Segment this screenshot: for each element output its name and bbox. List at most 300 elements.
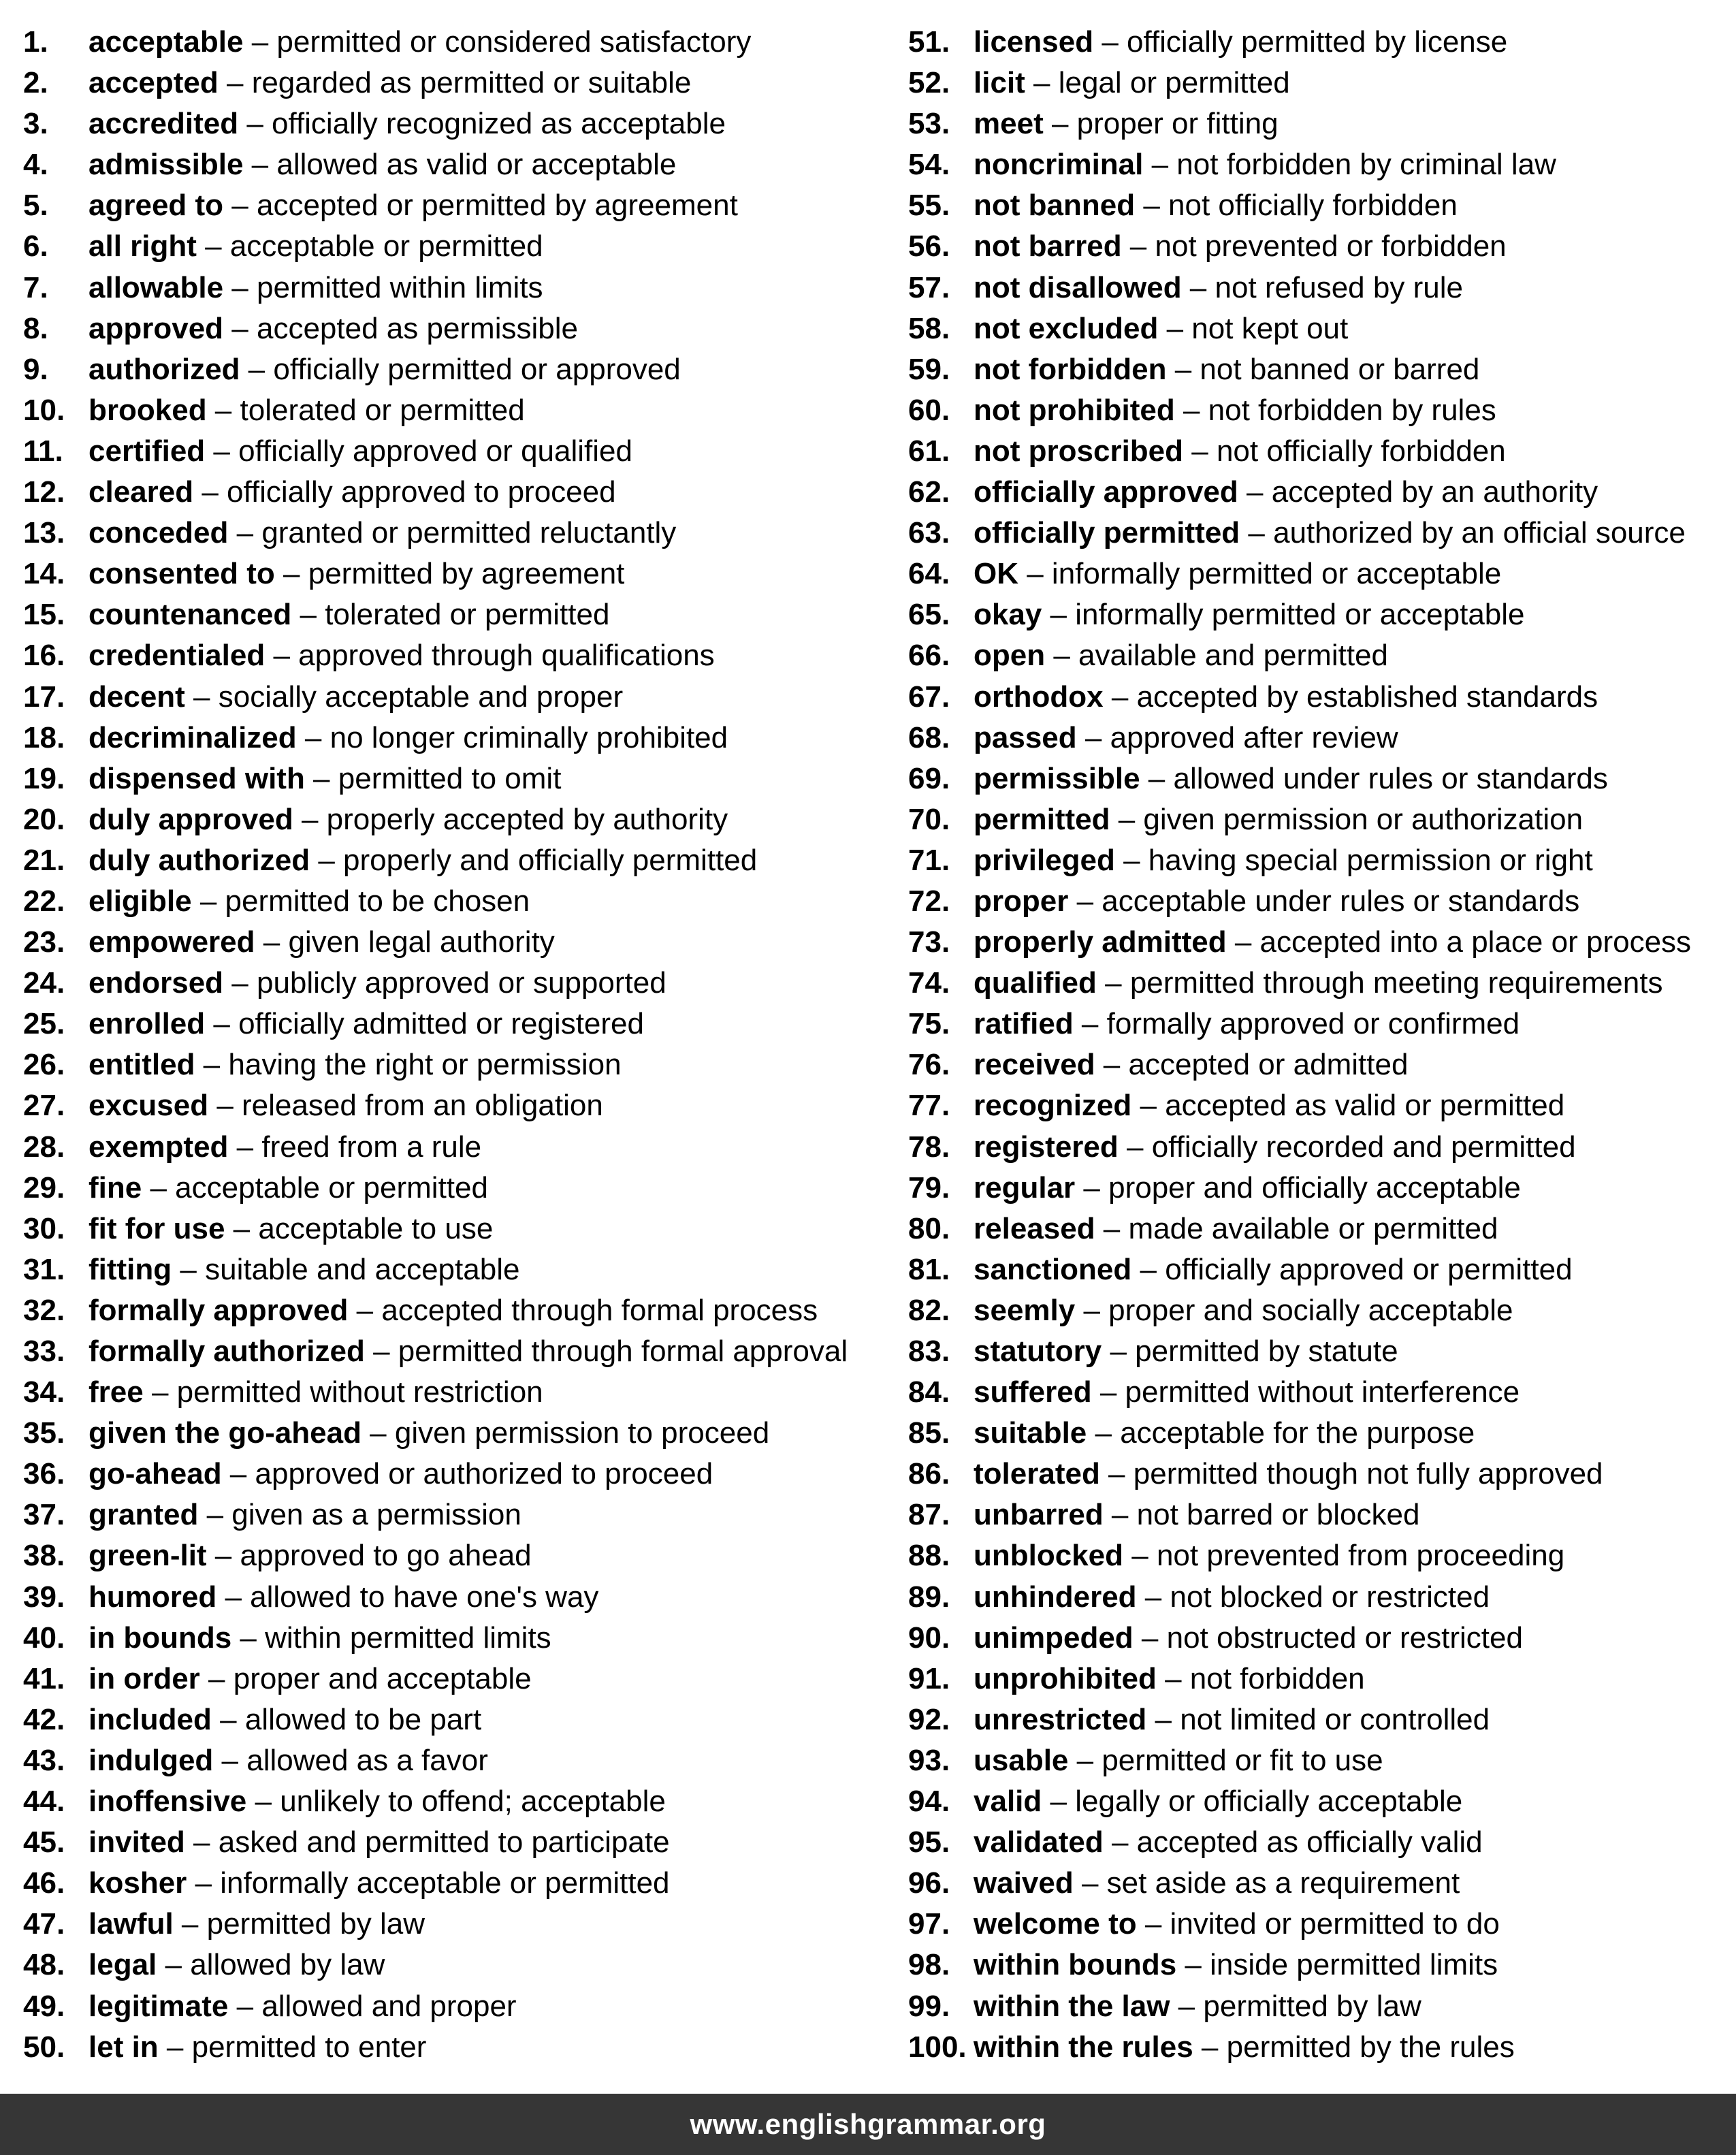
item-definition: officially permitted by license — [1127, 25, 1508, 59]
list-item — [23, 718, 848, 759]
item-number: 25. — [23, 1007, 65, 1041]
item-definition: permitted through meeting requirements — [1129, 966, 1663, 1000]
item-separator: – — [1103, 1498, 1137, 1532]
item-term: not banned — [974, 189, 1136, 223]
item-definition: made available or permitted — [1128, 1211, 1498, 1245]
item-number: 80. — [908, 1211, 950, 1245]
item-term: brooked — [89, 393, 207, 427]
item-separator: – — [1133, 1621, 1167, 1655]
item-number: 100. — [908, 2030, 967, 2064]
item-separator: – — [228, 1989, 262, 2023]
item-number: 60. — [908, 393, 950, 427]
item-separator: – — [225, 1211, 259, 1245]
item-separator: – — [243, 25, 277, 59]
item-separator: – — [310, 843, 344, 877]
item-term: duly approved — [89, 802, 293, 836]
list-item — [23, 308, 848, 349]
item-definition: properly accepted by authority — [326, 802, 728, 836]
item-number: 87. — [908, 1498, 950, 1532]
item-separator: – — [1103, 680, 1137, 714]
item-definition: not officially forbidden — [1216, 434, 1506, 468]
item-number: 1. — [23, 25, 48, 59]
list-item — [23, 1535, 848, 1576]
item-definition: given as a permission — [231, 1498, 521, 1532]
item-separator: – — [199, 1661, 234, 1695]
item-separator: – — [1146, 1702, 1180, 1736]
item-separator: – — [216, 1580, 251, 1614]
list-item — [908, 1331, 1691, 1372]
item-definition: officially permitted or approved — [273, 352, 681, 386]
item-number: 41. — [23, 1661, 65, 1695]
list-item — [908, 308, 1691, 349]
item-number: 78. — [908, 1130, 950, 1164]
item-number: 29. — [23, 1170, 65, 1204]
list-item — [908, 922, 1691, 963]
item-definition: available and permitted — [1078, 639, 1388, 673]
item-term: unhindered — [974, 1580, 1137, 1614]
item-definition: allowed under rules or standards — [1173, 761, 1608, 795]
list-item — [23, 472, 848, 513]
item-separator: – — [223, 311, 257, 345]
list-item — [908, 554, 1691, 594]
word-column-right — [908, 22, 1691, 2068]
list-item — [23, 1618, 848, 1659]
item-separator: – — [1136, 1907, 1170, 1941]
item-separator: – — [206, 1539, 240, 1573]
list-item — [23, 1822, 848, 1863]
item-number: 39. — [23, 1580, 65, 1614]
item-separator: – — [221, 1457, 255, 1491]
item-term: eligible — [89, 884, 192, 918]
item-definition: officially recognized as acceptable — [272, 107, 726, 141]
item-separator: – — [1075, 1170, 1109, 1204]
item-term: usable — [974, 1743, 1069, 1777]
list-item — [23, 390, 848, 431]
list-item — [23, 1863, 848, 1904]
item-separator: – — [1140, 761, 1174, 795]
item-definition: acceptable or permitted — [229, 229, 543, 264]
item-definition: accepted or admitted — [1128, 1048, 1409, 1082]
list-item — [908, 144, 1691, 185]
item-number: 32. — [23, 1293, 65, 1327]
item-separator: – — [348, 1293, 382, 1327]
item-number: 16. — [23, 639, 65, 673]
item-number: 31. — [23, 1252, 65, 1286]
item-term: fine — [89, 1170, 142, 1204]
item-definition: officially approved or permitted — [1165, 1252, 1573, 1286]
item-term: welcome to — [974, 1907, 1137, 1941]
item-definition: accepted as officially valid — [1136, 1825, 1483, 1859]
list-item — [23, 1085, 848, 1126]
item-term: humored — [89, 1580, 217, 1614]
item-term: within bounds — [974, 1948, 1177, 1982]
list-item — [908, 1577, 1691, 1618]
item-term: properly admitted — [974, 925, 1227, 959]
item-term: received — [974, 1048, 1095, 1082]
item-definition: permitted by agreement — [308, 557, 625, 591]
item-separator: – — [1240, 516, 1274, 550]
item-number: 50. — [23, 2030, 65, 2064]
item-separator: – — [1099, 1457, 1134, 1491]
list-item — [23, 103, 848, 144]
item-term: unblocked — [974, 1539, 1124, 1573]
list-item — [908, 718, 1691, 759]
item-number: 71. — [908, 843, 950, 877]
item-definition: acceptable under rules or standards — [1102, 884, 1580, 918]
item-number: 4. — [23, 148, 48, 182]
item-term: not prohibited — [974, 393, 1175, 427]
item-term: accepted — [89, 66, 219, 100]
item-number: 47. — [23, 1907, 65, 1941]
item-definition: given permission or authorization — [1143, 802, 1584, 836]
item-term: countenanced — [89, 598, 292, 632]
item-term: invited — [89, 1825, 185, 1859]
item-separator: – — [1068, 884, 1102, 918]
item-term: included — [89, 1702, 212, 1736]
item-separator: – — [1103, 1825, 1137, 1859]
item-separator: – — [158, 2030, 192, 2064]
list-item — [23, 1454, 848, 1495]
item-definition: tolerated or permitted — [240, 393, 525, 427]
item-number: 98. — [908, 1948, 950, 1982]
item-number: 36. — [23, 1457, 65, 1491]
item-definition: given permission to proceed — [394, 1416, 770, 1450]
item-term: not excluded — [974, 311, 1159, 345]
item-number: 93. — [908, 1743, 950, 1777]
item-separator: – — [364, 1335, 398, 1368]
list-item — [23, 513, 848, 554]
list-item — [23, 635, 848, 676]
item-definition: proper and acceptable — [233, 1661, 532, 1695]
item-separator: – — [1123, 1539, 1157, 1573]
word-column-left — [23, 22, 848, 2068]
item-term: accredited — [89, 107, 239, 141]
item-separator: – — [1091, 1375, 1125, 1409]
item-definition: permitted without restriction — [176, 1375, 543, 1409]
item-number: 99. — [908, 1989, 950, 2023]
item-term: seemly — [974, 1293, 1076, 1327]
item-definition: accepted by established standards — [1136, 680, 1598, 714]
item-number: 61. — [908, 434, 950, 468]
list-item — [908, 1290, 1691, 1331]
item-number: 59. — [908, 352, 950, 386]
item-definition: not barred or blocked — [1136, 1498, 1420, 1532]
list-item — [23, 1740, 848, 1781]
item-definition: permitted though not fully approved — [1133, 1457, 1603, 1491]
footer-bar — [0, 2094, 1736, 2155]
item-separator: – — [1075, 1293, 1109, 1327]
item-separator: – — [218, 66, 252, 100]
list-item — [908, 1454, 1691, 1495]
item-term: inoffensive — [89, 1785, 247, 1819]
item-number: 17. — [23, 680, 65, 714]
list-item — [908, 1209, 1691, 1249]
item-number: 62. — [908, 475, 950, 509]
item-separator: – — [296, 720, 330, 754]
item-definition: approved to go ahead — [240, 1539, 532, 1573]
item-number: 34. — [23, 1375, 65, 1409]
item-term: green-lit — [89, 1539, 207, 1573]
item-separator: – — [1174, 393, 1208, 427]
item-number: 75. — [908, 1007, 950, 1041]
list-item — [908, 1945, 1691, 1985]
item-definition: accepted or permitted by agreement — [256, 189, 738, 223]
word-list — [0, 22, 1736, 2064]
item-separator: – — [1131, 1089, 1166, 1123]
item-number: 38. — [23, 1539, 65, 1573]
item-separator: – — [205, 434, 239, 468]
item-definition: approved or authorized to proceed — [255, 1457, 713, 1491]
item-definition: allowed by law — [190, 1948, 385, 1982]
item-definition: not prevented from proceeding — [1156, 1539, 1565, 1573]
item-term: dispensed with — [89, 761, 305, 795]
item-term: acceptable — [89, 25, 244, 59]
item-separator: – — [246, 1785, 280, 1819]
item-separator: – — [1143, 148, 1177, 182]
item-term: go-ahead — [89, 1457, 222, 1491]
item-separator: – — [193, 475, 227, 509]
item-term: legal — [89, 1948, 157, 1982]
list-item — [23, 1372, 848, 1413]
item-separator: – — [223, 189, 257, 223]
item-definition: permitted to enter — [191, 2030, 427, 2064]
item-term: open — [974, 639, 1046, 673]
item-separator: – — [1042, 1785, 1076, 1819]
item-number: 97. — [908, 1907, 950, 1941]
item-separator: – — [228, 516, 262, 550]
list-item — [23, 677, 848, 718]
item-separator: – — [1226, 925, 1260, 959]
item-definition: no longer criminally prohibited — [329, 720, 728, 754]
item-number: 24. — [23, 966, 65, 1000]
item-separator: – — [184, 1825, 219, 1859]
item-separator: – — [206, 393, 240, 427]
item-term: licit — [974, 66, 1025, 100]
item-separator: – — [1093, 25, 1127, 59]
item-term: passed — [974, 720, 1077, 754]
list-item — [908, 103, 1691, 144]
list-item — [908, 1863, 1691, 1904]
list-item — [908, 22, 1691, 63]
list-item — [908, 1781, 1691, 1822]
item-term: licensed — [974, 25, 1094, 59]
item-separator: – — [265, 639, 299, 673]
item-definition: not forbidden by rules — [1208, 393, 1496, 427]
item-number: 44. — [23, 1785, 65, 1819]
item-definition: not limited or controlled — [1180, 1702, 1490, 1736]
item-term: decriminalized — [89, 720, 297, 754]
item-number: 40. — [23, 1621, 65, 1655]
item-definition: permitted or fit to use — [1102, 1743, 1383, 1777]
item-term: okay — [974, 598, 1042, 632]
list-item — [23, 1781, 848, 1822]
item-term: qualified — [974, 966, 1097, 1000]
item-definition: permitted to omit — [338, 761, 562, 795]
item-separator: – — [304, 761, 338, 795]
item-number: 21. — [23, 843, 65, 877]
item-definition: socially acceptable and proper — [218, 680, 624, 714]
item-number: 49. — [23, 1989, 65, 2023]
item-term: officially approved — [974, 475, 1238, 509]
item-term: validated — [974, 1825, 1104, 1859]
item-separator: – — [172, 1252, 206, 1286]
item-separator: – — [208, 1089, 242, 1123]
list-item — [908, 1699, 1691, 1740]
item-number: 57. — [908, 270, 950, 304]
item-definition: officially approved or qualified — [238, 434, 632, 468]
list-item — [908, 268, 1691, 308]
item-term: excused — [89, 1089, 209, 1123]
item-number: 65. — [908, 598, 950, 632]
item-term: kosher — [89, 1866, 187, 1900]
item-term: sanctioned — [974, 1252, 1132, 1286]
list-item — [908, 677, 1691, 718]
list-item — [908, 1822, 1691, 1863]
item-definition: asked and permitted to participate — [218, 1825, 670, 1859]
list-item — [908, 594, 1691, 635]
item-term: ratified — [974, 1007, 1074, 1041]
item-term: agreed to — [89, 189, 224, 223]
item-term: unprohibited — [974, 1661, 1157, 1695]
list-item — [23, 1209, 848, 1249]
list-item — [23, 963, 848, 1004]
item-number: 48. — [23, 1948, 65, 1982]
item-number: 6. — [23, 229, 48, 264]
list-item — [23, 1986, 848, 2027]
item-definition: accepted as permissible — [256, 311, 578, 345]
item-separator: – — [1181, 270, 1215, 304]
item-separator: – — [1076, 720, 1110, 754]
item-number: 33. — [23, 1335, 65, 1368]
item-term: granted — [89, 1498, 199, 1532]
list-item — [23, 1044, 848, 1085]
item-separator: – — [228, 1130, 262, 1164]
list-item — [908, 1740, 1691, 1781]
item-number: 64. — [908, 557, 950, 591]
item-number: 92. — [908, 1702, 950, 1736]
item-separator: – — [1096, 966, 1130, 1000]
item-definition: acceptable or permitted — [175, 1170, 488, 1204]
list-item — [908, 1044, 1691, 1085]
list-item — [908, 185, 1691, 226]
item-definition: given legal authority — [288, 925, 555, 959]
item-term: privileged — [974, 843, 1115, 877]
item-number: 43. — [23, 1743, 65, 1777]
list-item — [23, 1290, 848, 1331]
item-definition: officially recorded and permitted — [1151, 1130, 1576, 1164]
item-number: 13. — [23, 516, 65, 550]
list-item — [908, 63, 1691, 103]
item-term: decent — [89, 680, 185, 714]
list-item — [908, 1659, 1691, 1699]
item-number: 28. — [23, 1130, 65, 1164]
item-separator: – — [240, 352, 274, 386]
item-definition: inside permitted limits — [1210, 1948, 1498, 1982]
item-term: within the rules — [974, 2030, 1193, 2064]
list-item — [908, 1249, 1691, 1290]
item-definition: properly and officially permitted — [343, 843, 758, 877]
item-number: 63. — [908, 516, 950, 550]
item-definition: not obstructed or restricted — [1166, 1621, 1523, 1655]
item-separator: – — [1121, 229, 1155, 264]
item-definition: regarded as permitted or suitable — [251, 66, 692, 100]
item-separator: – — [1183, 434, 1217, 468]
item-term: noncriminal — [974, 148, 1144, 182]
item-definition: permitted by law — [1203, 1989, 1421, 2023]
item-term: waived — [974, 1866, 1074, 1900]
item-separator: – — [1131, 1252, 1166, 1286]
item-definition: unlikely to offend; acceptable — [280, 1785, 666, 1819]
item-definition: informally acceptable or permitted — [220, 1866, 670, 1900]
list-item — [908, 1168, 1691, 1209]
item-term: tolerated — [974, 1457, 1100, 1491]
item-number: 11. — [23, 434, 63, 468]
item-number: 26. — [23, 1048, 65, 1082]
item-term: OK — [974, 557, 1018, 591]
item-definition: permitted by the rules — [1226, 2030, 1515, 2064]
item-number: 77. — [908, 1089, 950, 1123]
list-item — [908, 1535, 1691, 1576]
item-number: 70. — [908, 802, 950, 836]
item-term: allowable — [89, 270, 224, 304]
item-separator: – — [196, 229, 230, 264]
item-term: let in — [89, 2030, 159, 2064]
list-item — [908, 799, 1691, 840]
list-item — [908, 840, 1691, 881]
list-item — [908, 1372, 1691, 1413]
item-term: registered — [974, 1130, 1119, 1164]
item-definition: allowed to be part — [244, 1702, 482, 1736]
item-definition: permitted within limits — [257, 270, 543, 304]
item-number: 84. — [908, 1375, 950, 1409]
list-item — [908, 1618, 1691, 1659]
item-definition: invited or permitted to do — [1170, 1907, 1500, 1941]
item-separator: – — [1135, 189, 1169, 223]
item-term: fit for use — [89, 1211, 225, 1245]
item-separator: – — [274, 557, 308, 591]
list-item — [908, 635, 1691, 676]
item-definition: having special permission or right — [1148, 843, 1593, 877]
list-item — [23, 63, 848, 103]
list-item — [23, 185, 848, 226]
item-number: 8. — [23, 311, 48, 345]
item-definition: permitted without interference — [1125, 1375, 1520, 1409]
item-number: 91. — [908, 1661, 950, 1695]
item-number: 54. — [908, 148, 950, 182]
item-term: not forbidden — [974, 352, 1167, 386]
item-separator: – — [1025, 66, 1059, 100]
footer-site-url: www.englishgrammar.org — [690, 2108, 1046, 2140]
item-separator: – — [211, 1702, 245, 1736]
item-separator: – — [293, 802, 327, 836]
item-term: legitimate — [89, 1989, 229, 2023]
item-number: 35. — [23, 1416, 65, 1450]
item-definition: permitted by statute — [1135, 1335, 1398, 1368]
item-number: 7. — [23, 270, 48, 304]
item-number: 76. — [908, 1048, 950, 1082]
item-number: 18. — [23, 720, 65, 754]
item-definition: allowed and proper — [261, 1989, 517, 2023]
item-definition: accepted through formal process — [381, 1293, 818, 1327]
list-item — [23, 881, 848, 922]
item-definition: released from an obligation — [242, 1089, 603, 1123]
item-separator: – — [1095, 1048, 1129, 1082]
item-number: 9. — [23, 352, 48, 386]
item-separator: – — [1110, 802, 1144, 836]
item-number: 37. — [23, 1498, 65, 1532]
item-separator: – — [1073, 1007, 1107, 1041]
list-item — [908, 349, 1691, 390]
